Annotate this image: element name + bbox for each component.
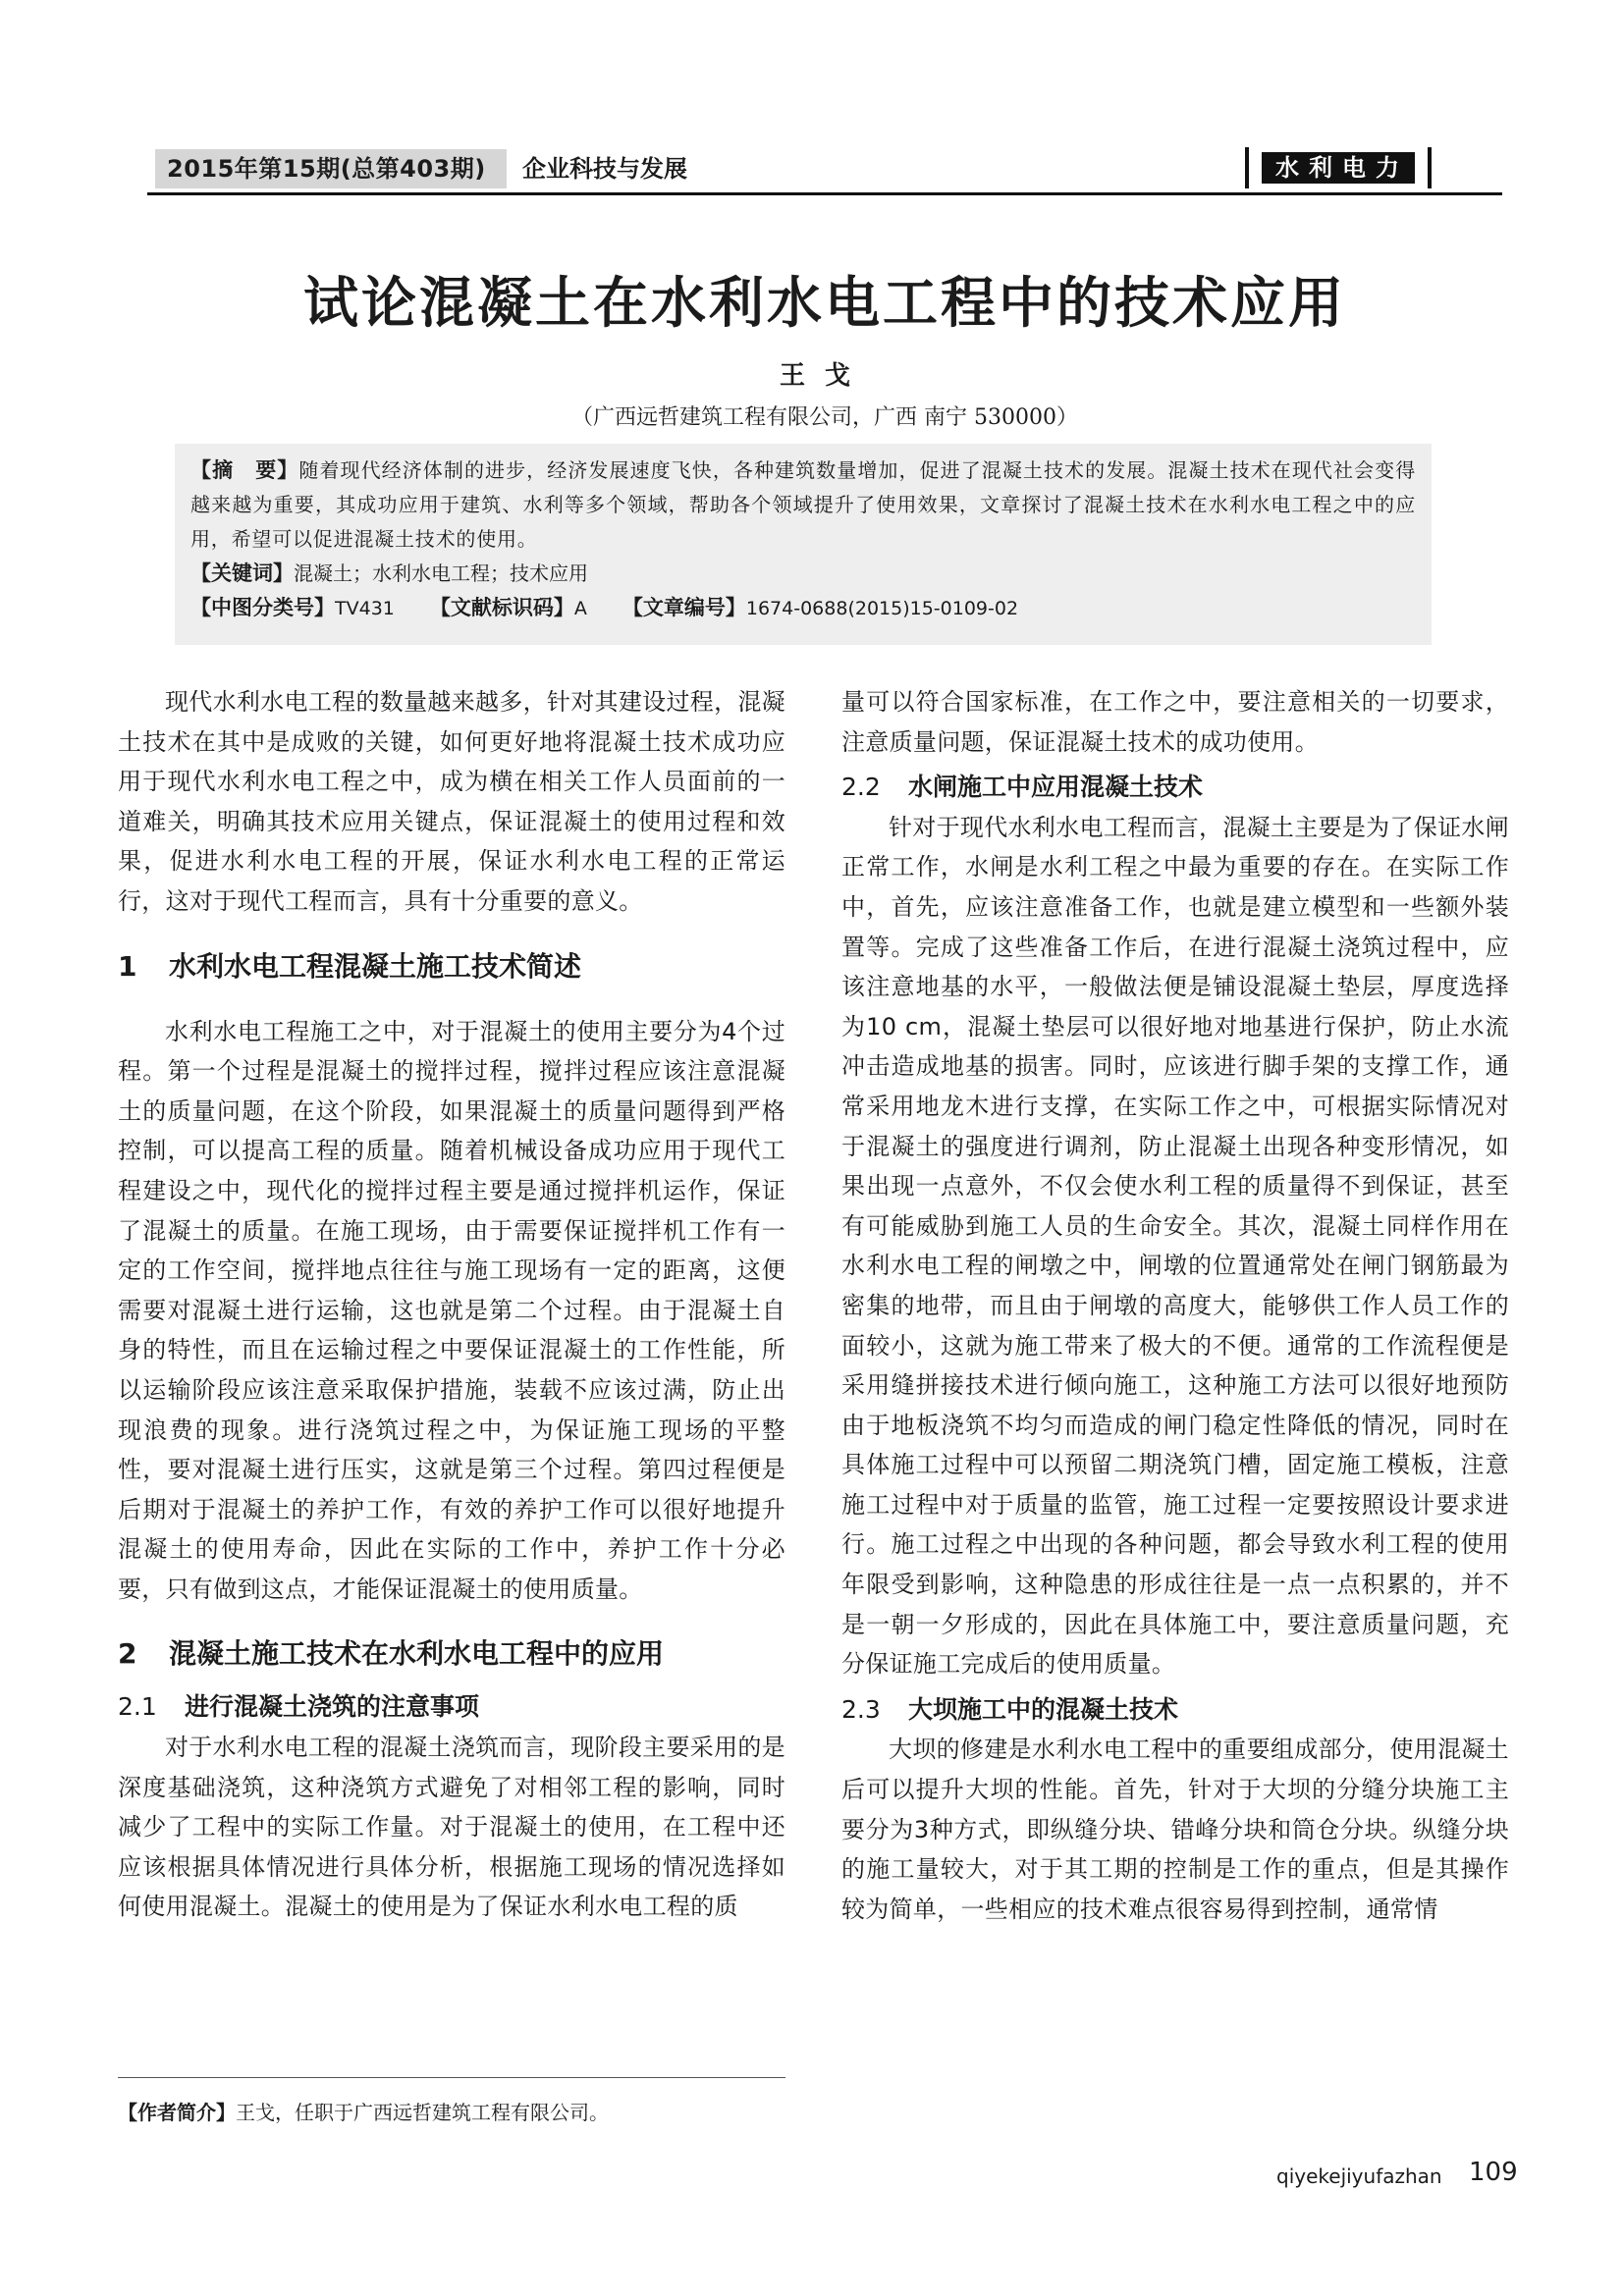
subsection-2-2-number: 2.2 bbox=[841, 773, 881, 802]
article-author: 王戈 bbox=[779, 361, 870, 391]
keywords-text: 混凝土；水利水电工程；技术应用 bbox=[294, 561, 588, 585]
subsection-2-1-heading bbox=[118, 1687, 785, 1728]
subsection-2-1-number: 2.1 bbox=[118, 1692, 157, 1722]
section-2-number: 2 bbox=[118, 1637, 137, 1671]
clc-segment bbox=[190, 591, 395, 626]
footnote-text: 王戈，任职于广西远哲建筑工程有限公司。 bbox=[236, 2101, 609, 2124]
abstract-paragraph bbox=[190, 454, 1416, 557]
body-column-right bbox=[841, 682, 1509, 1929]
section-1-title: 水利水电工程混凝土施工技术简述 bbox=[169, 949, 582, 983]
subsection-2-3-heading bbox=[841, 1690, 1509, 1731]
section-1-paragraph: 水利水电工程施工之中，对于混凝土的使用主要分为4个过程。第一个过程是混凝土的搅拌过程，搅拌过程应该注意混凝土的质量问题，在这个阶段，如果混凝土的质量问题得到严格控制，可以提高工程的质量。随着机械设备成功应用于现代工程建设之中，现代化的搅拌过程主要是通过搅拌机运作，保证了混凝土的质量。在施工现场，由于需要保证搅拌机工作有一定的工作空间，搅拌地点往往与施工现场有一定的距离，这便需要对混凝土进行运输，这也就是第二个过程。由于混凝土自身的特性，而且在运输过程之中要保证混凝土的工作性能，所以运输阶段应该注意采取保护措施，装载不应该过满，防止出现浪费的现象。进行浇筑过程之中，为保证施工现场的平整性，要对混凝土进行压实，这就是第三个过程。第四过程便是后期对于混凝土的养护工作，有效的养护工作可以很好地提升混凝土的使用寿命，因此在实际的工作中，养护工作十分必要，只有做到这点，才能保证混凝土的使用质量。 bbox=[118, 1017, 785, 1603]
issue-info: 2015年第15期(总第403期) bbox=[155, 149, 507, 188]
section-tab bbox=[1245, 147, 1432, 188]
journal-name: 企业科技与发展 bbox=[522, 155, 687, 183]
subsection-2-1-paragraph: 对于水利水电工程的混凝土浇筑而言，现阶段主要采用的是深度基础浇筑，这种浇筑方式避免了对相邻工程的影响，同时减少了工程中的实际工作量。对于混凝土的使用，在工程中还应该根据具体情况进行具体分析，根据施工现场的情况选择如何使用混凝土。混凝土的使用是为了保证水利水电工程的质 bbox=[118, 1734, 785, 1921]
subsection-2-3-title: 大坝施工中的混凝土技术 bbox=[908, 1694, 1179, 1724]
section-2-heading bbox=[118, 1634, 785, 1674]
clc-value: TV431 bbox=[335, 598, 395, 619]
doc-code-value: A bbox=[573, 598, 587, 619]
author-footnote bbox=[118, 2097, 609, 2125]
doc-code-label: 【文献标识码】 bbox=[429, 596, 574, 619]
intro-paragraph: 现代水利水电工程的数量越来越多，针对其建设过程，混凝土技术在其中是成败的关键，如何更好地将混凝土技术成功应用于现代水利水电工程之中，成为横在相关工作人员面前的一道难关，明确其技术应用关键点，保证混凝土的使用过程和效果，促进水利水电工程的开展，保证水利水电工程的正常运行，这对于现代工程而言，具有十分重要的意义。 bbox=[118, 688, 785, 915]
article-title: 试论混凝土在水利水电工程中的技术应用 bbox=[303, 271, 1346, 336]
section-2-title: 混凝土施工技术在水利水电工程中的应用 bbox=[169, 1637, 665, 1671]
footnote-rule bbox=[118, 2077, 785, 2078]
subsection-2-1-continuation: 量可以符合国家标准，在工作之中，要注意相关的一切要求，注意质量问题，保证混凝土技术的成功使用。 bbox=[841, 688, 1509, 756]
subsection-2-2-paragraph: 针对于现代水利水电工程而言，混凝土主要是为了保证水闸正常工作，水闸是水利工程之中最为重要的存在。在实际工作中，首先，应该注意准备工作，也就是建立模型和一些额外装置等。完成了这些准备工作后，在进行混凝土浇筑过程中，应该注意地基的水平，一般做法便是铺设混凝土垫层，厚度选择为10 cm，混凝土垫层可以很好地对地基进行保护，防止水流冲击造成地基的损害。同时，应该进行脚手架的支撑工作，通常采用地龙木进行支撑，在实际工作之中，可根据实际情况对于混凝土的强度进行调剂，防止混凝土出现各种变形情况，如果出现一点意外，不仅会使水利工程的质量得不到保证，甚至有可能威胁到施工人员的生命安全。其次，混凝土同样作用在水利水电工程的闸墩之中，闸墩的位置通常处在闸门钢筋最为密集的地带，而且由于闸墩的高度大，能够供工作人员工作的面较小，这就为施工带来了极大的不便。通常的工作流程便是采用缝拼接技术进行倾向施工，这种施工方法可以很好地预防由于地板浇筑不均匀而造成的闸门稳定性降低的情况，同时在具体施工过程中可以预留二期浇筑门槽，固定施工模板，注意施工过程中对于质量的监管，施工过程一定要按照设计要求进行。施工过程之中出现的各种问题，都会导致水利工程的使用年限受到影响，这种隐患的形成往往是一点一点积累的，并不是一朝一夕形成的，因此在具体施工中，要注意质量问题，充分保证施工完成后的使用质量。 bbox=[841, 813, 1509, 1679]
keywords-label: 【关键词】 bbox=[190, 561, 294, 585]
subsection-2-3-paragraph: 大坝的修建是水利水电工程中的重要组成部分，使用混凝土后可以提升大坝的性能。首先，针对于大坝的分缝分块施工主要分为3种方式，即纵缝分块、错峰分块和筒仓分块。纵缝分块的施工量较大，对于其工期的控制是工作的重点，但是其操作较为简单，一些相应的技术难点很容易得到控制，通常情 bbox=[841, 1735, 1509, 1923]
section-label: 水利电力 bbox=[1262, 152, 1415, 184]
article-no-segment bbox=[622, 591, 1018, 626]
page-number: 109 bbox=[1469, 2158, 1518, 2187]
journal-site: qiyekejiyufazhan bbox=[1276, 2164, 1442, 2188]
subsection-2-2-title: 水闸施工中应用混凝土技术 bbox=[908, 773, 1204, 802]
article-no-value: 1674-0688(2015)15-0109-02 bbox=[745, 598, 1019, 619]
header-rule bbox=[147, 192, 1502, 195]
abstract-label: 【摘 要】 bbox=[190, 458, 299, 482]
section-1-number: 1 bbox=[118, 949, 137, 983]
keywords-row bbox=[190, 557, 1416, 591]
article-no-label: 【文章编号】 bbox=[622, 596, 746, 619]
subsection-2-1-title: 进行混凝土浇筑的注意事项 bbox=[185, 1692, 480, 1722]
body-column-left bbox=[118, 682, 785, 1927]
subsection-2-3-number: 2.3 bbox=[841, 1694, 881, 1724]
abstract-box bbox=[175, 444, 1432, 645]
clc-label: 【中图分类号】 bbox=[190, 596, 335, 619]
subsection-2-2-heading bbox=[841, 768, 1509, 808]
abstract-text: 随着现代经济体制的进步，经济发展速度飞快，各种建筑数量增加，促进了混凝土技术的发展。混凝土技术在现代社会变得越来越为重要，其成功应用于建筑、水利等多个领域，帮助各个领域提升了使用效果，文章探讨了混凝土技术在水利水电工程之中的应用，希望可以促进混凝土技术的使用。 bbox=[190, 458, 1417, 551]
doc-code-segment bbox=[430, 591, 587, 626]
classification-row bbox=[190, 591, 1416, 626]
footnote-label: 【作者简介】 bbox=[118, 2101, 236, 2124]
author-affiliation: （广西远哲建筑工程有限公司，广西 南宁 530000） bbox=[571, 405, 1078, 430]
section-1-heading bbox=[118, 947, 785, 987]
